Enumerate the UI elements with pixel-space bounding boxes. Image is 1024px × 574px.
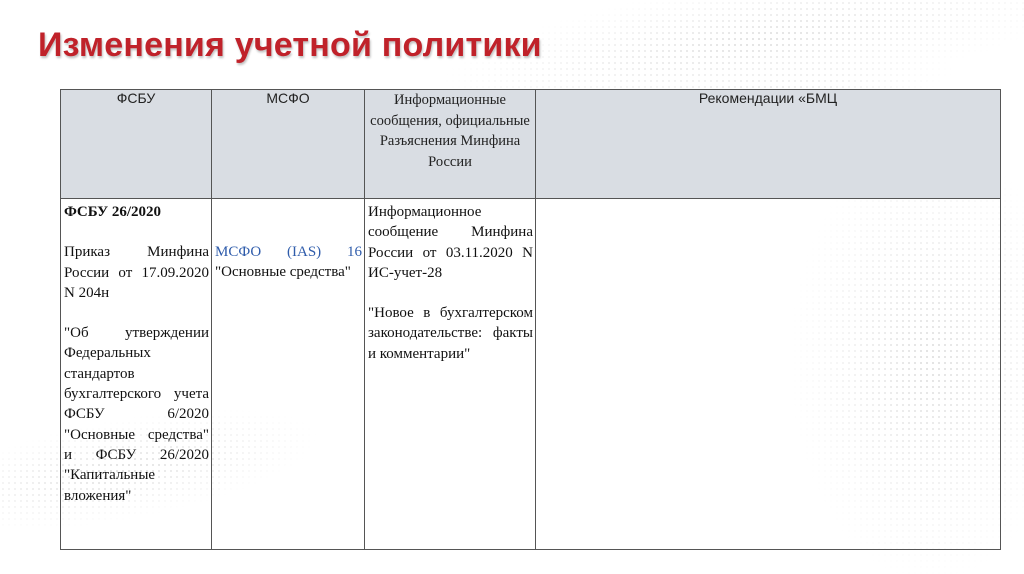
- cell-fsbu: [61, 199, 212, 550]
- fsbu-order: Приказ Минфина России от 17.09.2020 N 204н: [64, 244, 209, 301]
- page-title: Изменения учетной политики: [38, 26, 542, 64]
- info-message-subject: "Новое в бухгалтерском законодательстве: факты и комментарии": [368, 305, 533, 362]
- cell-bmc-recommendations: [536, 199, 1001, 550]
- accounting-policy-table: [60, 89, 1001, 550]
- cell-msfo: [212, 199, 365, 550]
- table-row: [61, 199, 1001, 550]
- fsbu-order-subject: "Об утверждении Федеральных стандартов бухгалтерского учета ФСБУ 6/2020 "Основные средства" и ФСБУ 26/2020 "Капитальные вложения": [64, 325, 209, 504]
- header-fsbu: ФСБУ: [61, 90, 212, 199]
- msfo-standard-title: "Основные средства": [215, 264, 351, 281]
- header-bmc-recommendations: Рекомендации «БМЦ: [536, 90, 1001, 199]
- cell-info-messages: [365, 199, 536, 550]
- header-info-messages: Информационные сообщения, официальные Разъяснения Минфина России: [365, 90, 536, 199]
- fsbu-standard-name: ФСБУ 26/2020: [64, 204, 162, 220]
- header-msfo: МСФО: [212, 90, 365, 199]
- info-message: Информационное сообщение Минфина России от 03.11.2020 N ИС-учет-28: [368, 204, 533, 281]
- table-header-row: [61, 90, 1001, 199]
- msfo-ias16-link[interactable]: МСФО (IAS) 16: [215, 244, 362, 260]
